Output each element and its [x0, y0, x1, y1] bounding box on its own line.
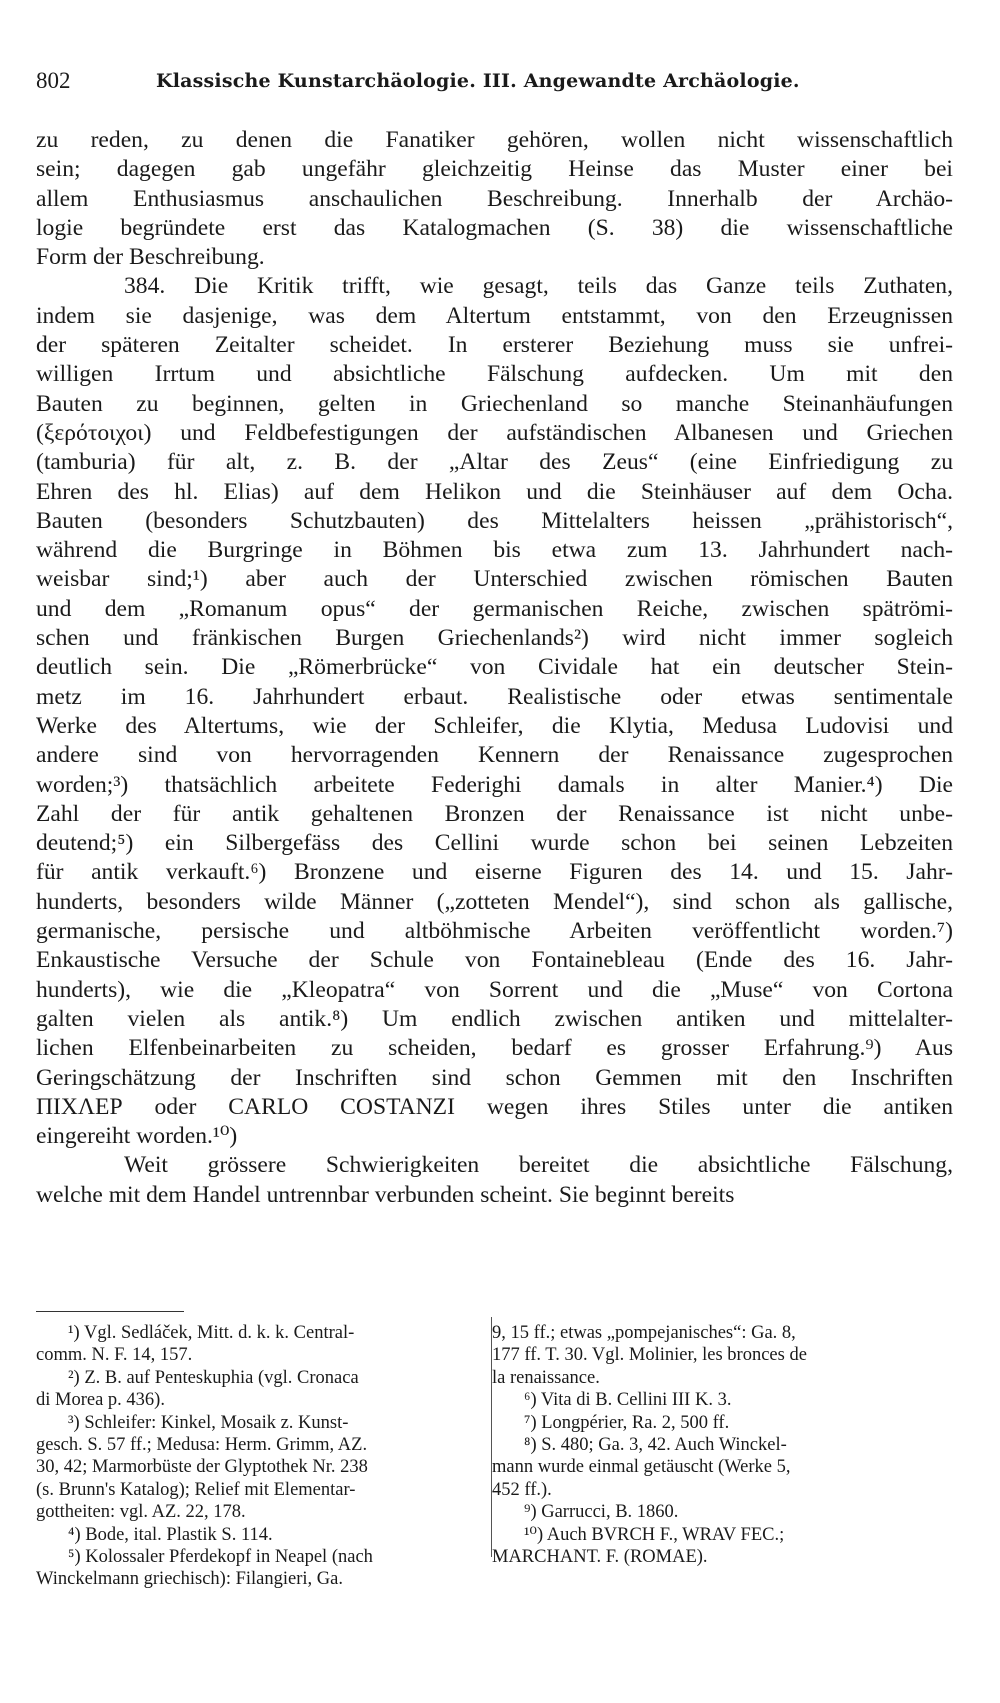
- text-line: sein; dagegen gab ungefähr gleichzeitig Heinse das Muster einer bei: [36, 156, 953, 183]
- text-line: metz im 16. Jahrhundert erbaut. Realistische oder etwas sentimentale: [36, 683, 953, 710]
- footnote-line: 177 ff. T. 30. Vgl. Molinier, les bronces de: [492, 1345, 807, 1366]
- text-line: indem sie dasjenige, was dem Altertum entstammt, von den Erzeugnissen: [36, 302, 953, 329]
- footnote-line: ⁷) Longpérier, Ra. 2, 500 ff.: [524, 1412, 730, 1433]
- text-line: Enkaustische Versuche der Schule von Fontainebleau (Ende des 16. Jahr-: [36, 947, 953, 974]
- footnotes-left-column: [36, 1322, 471, 1591]
- footnote-line: ⁹) Garrucci, B. 1860.: [524, 1502, 679, 1523]
- text-line: allem Enthusiasmus anschaulichen Beschreibung. Innerhalb der Archäo-: [36, 185, 953, 212]
- text-line: welche mit dem Handel untrennbar verbunden scheint. Sie beginnt bereits: [36, 1181, 735, 1208]
- text-line: der späteren Zeitalter scheidet. In ersterer Beziehung muss sie unfrei-: [36, 332, 953, 359]
- text-line: andere sind von hervorragenden Kennern der Renaissance zugesprochen: [36, 742, 953, 769]
- text-line: zu reden, zu denen die Fanatiker gehören, wollen nicht wissenschaftlich: [36, 127, 953, 153]
- footnote-line: ²) Z. B. auf Penteskuphia (vgl. Cronaca: [68, 1367, 359, 1388]
- text-line: Ehren des hl. Elias) auf dem Helikon und die Steinhäuser auf dem Ocha.: [36, 478, 953, 505]
- text-line: germanische, persische und altböhmische Arbeiten veröffentlicht worden.⁷): [36, 918, 953, 945]
- text-line: logie begründete erst das Katalogmachen (S. 38) die wissenschaftliche: [36, 214, 953, 241]
- text-line: eingereiht worden.¹⁰): [36, 1123, 238, 1150]
- footnote-line: gesch. S. 57 ff.; Medusa: Herm. Grimm, AZ.: [36, 1434, 368, 1455]
- main-text: [36, 126, 953, 1210]
- text-line: (tamburia) für alt, z. B. der „Altar des Zeus“ (eine Einfriedigung zu: [36, 449, 953, 476]
- footnote-line: di Morea p. 436).: [36, 1390, 165, 1411]
- footnote-line: ³) Schleifer: Kinkel, Mosaik z. Kunst-: [68, 1412, 349, 1433]
- footnote-line: ⁸) S. 480; Ga. 3, 42. Auch Winckel-: [524, 1434, 787, 1455]
- footnote-line: 452 ff.).: [492, 1479, 552, 1500]
- footnote-line: la renaissance.: [492, 1367, 600, 1388]
- text-line: schen und fränkischen Burgen Griechenlands²) wird nicht immer sogleich: [36, 625, 953, 652]
- text-line: hunderts), wie die „Kleopatra“ von Sorrent und die „Muse“ von Cortona: [36, 976, 953, 1003]
- text-line: Bauten zu beginnen, gelten in Griechenland so manche Steinanhäufungen: [36, 390, 953, 417]
- footnote-line: comm. N. F. 14, 157.: [36, 1345, 193, 1366]
- footnote-line: MARCHANT. F. (ROMAE).: [492, 1546, 708, 1567]
- text-line: Werke des Altertums, wie der Schleifer, die Klytia, Medusa Ludovisi und: [36, 712, 953, 739]
- footnote-line: ¹) Vgl. Sedláček, Mitt. d. k. k. Central-: [68, 1323, 355, 1343]
- text-line: Form der Beschreibung.: [36, 244, 265, 271]
- text-line: deutend;⁵) ein Silbergefäss des Cellini wurde schon bei seinen Lebzeiten: [36, 830, 953, 857]
- page-header: [36, 68, 953, 98]
- text-line: willigen Irrtum und absichtliche Fälschung aufdecken. Um mit den: [36, 361, 953, 388]
- footnote-line: gottheiten: vgl. AZ. 22, 178.: [36, 1502, 246, 1523]
- text-line: 384. Die Kritik trifft, wie gesagt, teils das Ganze teils Zuthaten,: [124, 273, 953, 300]
- running-title: Klassische Kunstarchäologie. III. Angewandte Archäologie.: [156, 70, 800, 92]
- text-line: worden;³) thatsächlich arbeitete Federighi damals in alter Manier.⁴) Die: [36, 771, 953, 798]
- footnote-line: ⁶) Vita di B. Cellini III K. 3.: [524, 1390, 732, 1411]
- footnote-line: (s. Brunn's Katalog); Relief mit Elementar-: [36, 1479, 356, 1500]
- text-line: galten vielen als antik.⁸) Um endlich zwischen antiken und mittelalter-: [36, 1005, 953, 1032]
- footnote-rule: [36, 1311, 184, 1312]
- text-line: deutlich sein. Die „Römerbrücke“ von Cividale hat ein deutscher Stein-: [36, 654, 953, 681]
- text-line: Weit grössere Schwierigkeiten bereitet die absichtliche Fälschung,: [124, 1152, 953, 1179]
- text-line: für antik verkauft.⁶) Bronzene und eiserne Figuren des 14. und 15. Jahr-: [36, 859, 953, 886]
- footnote-line: 30, 42; Marmorbüste der Glyptothek Nr. 238: [36, 1457, 368, 1478]
- text-line: Bauten (besonders Schutzbauten) des Mittelalters heissen „prähistorisch“,: [36, 507, 953, 534]
- footnote-line: Winckelmann griechisch): Filangieri, Ga.: [36, 1569, 343, 1590]
- text-line: (ξερότοιχοι) und Feldbefestigungen der aufständischen Albanesen und Griechen: [36, 419, 953, 446]
- text-line: Zahl der für antik gehaltenen Bronzen der Renaissance ist nicht unbe-: [36, 800, 953, 827]
- text-line: Geringschätzung der Inschriften sind schon Gemmen mit den Inschriften: [36, 1064, 953, 1091]
- footnote-line: ⁵) Kolossaler Pferdekopf in Neapel (nach: [68, 1546, 373, 1567]
- footnotes-right-column: [492, 1322, 953, 1568]
- text-line: ΠΙΧΛΕΡ oder CARLO COSTANZI wegen ihres Stiles unter die antiken: [36, 1093, 953, 1120]
- footnote-line: mann wurde einmal getäuscht (Werke 5,: [492, 1457, 791, 1478]
- text-line: weisbar sind;¹) aber auch der Unterschied zwischen römischen Bauten: [36, 566, 953, 593]
- text-line: lichen Elfenbeinarbeiten zu scheiden, bedarf es grosser Erfahrung.⁹) Aus: [36, 1035, 953, 1062]
- text-line: während die Burgringe in Böhmen bis etwa zum 13. Jahrhundert nach-: [36, 537, 953, 564]
- text-line: hunderts, besonders wilde Männer („zotteten Mendel“), sind schon als gallische,: [36, 888, 953, 915]
- footnote-line: ⁴) Bode, ital. Plastik S. 114.: [68, 1524, 273, 1545]
- footnote-line: 9, 15 ff.; etwas „pompejanisches“: Ga. 8,: [492, 1323, 796, 1343]
- text-line: und dem „Romanum opus“ der germanischen Reiche, zwischen spätrömi-: [36, 595, 953, 622]
- footnote-line: ¹⁰) Auch BVRCH F., WRAV FEC.;: [524, 1524, 785, 1545]
- page-number: 802: [36, 68, 71, 93]
